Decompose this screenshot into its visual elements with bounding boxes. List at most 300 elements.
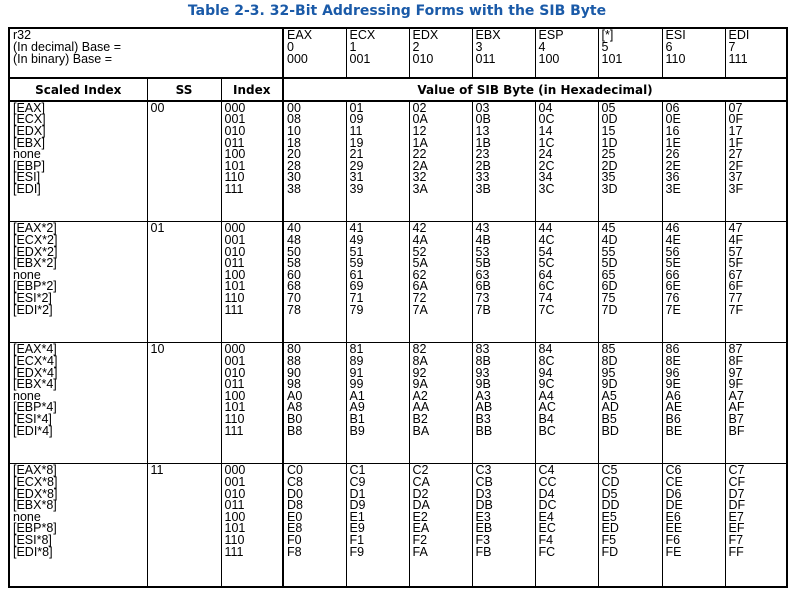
cell-value: 27 [728,147,743,162]
cell-value: CA [412,475,430,489]
cell-value: BB [475,423,493,438]
cell-value: 3A [412,181,428,196]
sib-value-cell [535,343,598,464]
cell-value: 5B [475,256,491,271]
scaled-index-cell [9,222,147,343]
cell-value: 87 [728,342,743,357]
cell-value: 22 [412,147,427,162]
cell-value: 6F [728,279,744,294]
cell-value: 38 [287,181,301,196]
cell-value: 95 [601,365,616,380]
cell-value: E9 [349,521,365,536]
cell-value: none [13,147,41,162]
cell-value: FB [475,544,492,559]
cell-value: 67 [728,267,743,282]
scaled-index-header: Scaled Index [9,78,147,101]
cell-value: 24 [538,147,553,162]
sib-value-cell [409,343,472,464]
cell-value: 35 [601,170,616,185]
cell-value: 15 [601,124,616,138]
cell-value: 13 [475,124,490,138]
cell-value: ED [601,521,619,536]
cell-value: 69 [349,279,364,294]
cell-value: A2 [412,388,428,403]
cell-value: 1E [665,135,681,150]
cell-value: 07 [728,100,743,115]
cell-value: AF [728,400,745,415]
cell-value: 0F [728,112,744,127]
cell-value: 001 [224,353,246,368]
cell-value: 61 [349,267,364,282]
cell-value: 37 [728,170,743,185]
cell-value: [EBP*8] [13,521,57,536]
cell-value: B7 [728,411,744,426]
cell-value: D1 [349,486,366,501]
cell-value: 9D [601,377,618,392]
cell-value: C8 [287,475,304,489]
cell-value: A7 [728,388,744,403]
cell-value: F0 [287,532,302,547]
cell-value: [EAX] [13,100,45,115]
cell-value: 55 [601,244,616,259]
cell-value: 9A [412,377,428,392]
cell-value: 000 [224,221,246,236]
cell-value: B1 [349,411,365,426]
cell-value: 96 [665,365,680,380]
cell-value: AC [538,400,556,415]
cell-value: E3 [475,509,491,524]
cell-value: 58 [287,256,301,271]
base-edi: EDI 7 111 [725,28,787,78]
column-header-row [9,78,787,101]
base-legend-cell [9,28,283,78]
cell-value: [EAX*8] [13,463,57,478]
cell-value: [EBP*2] [13,279,57,294]
cell-value: 83 [475,342,490,357]
cell-value: A5 [601,388,617,403]
cell-value: 25 [601,147,616,162]
cell-value: E2 [412,509,428,524]
cell-value: 59 [349,256,364,271]
cell-value: 54 [538,244,553,259]
cell-value: 21 [349,147,364,162]
cell-value: 6D [601,279,618,294]
cell-value: 4B [475,232,491,247]
cell-value: 7F [728,302,744,317]
base-eax: EAX 0 000 [283,28,346,78]
cell-value: 66 [665,267,680,282]
cell-value: 45 [601,221,616,236]
cell-value: 31 [349,170,364,185]
cell-value: E6 [665,509,681,524]
sib-value-cell [472,464,535,587]
sib-value-cell [598,101,662,222]
sib-value-cell [598,464,662,587]
cell-value: DB [475,498,493,513]
cell-value: 111 [224,302,244,317]
cell-value: 12 [412,124,427,138]
cell-value: E7 [728,509,744,524]
cell-value: F9 [349,544,365,559]
cell-value: 6B [475,279,491,294]
sib-value-cell [409,101,472,222]
cell-value: 86 [665,342,680,357]
cell-value: 2E [665,158,681,173]
cell-value: C5 [601,463,618,478]
cell-value: 3F [728,181,744,196]
cell-value: EF [728,521,745,536]
cell-value: A9 [349,400,365,415]
cell-value: 1D [601,135,618,150]
cell-value: 110 [224,532,245,547]
cell-value: 14 [538,124,553,138]
cell-value: BD [601,423,619,438]
cell-value: 04 [538,100,553,115]
cell-value: 48 [287,232,301,247]
cell-value: 0C [538,112,555,127]
cell-value: 010 [224,124,246,138]
sib-value-cell [598,222,662,343]
cell-value: BE [665,423,683,438]
cell-value: 2B [475,158,491,173]
cell-value: 76 [665,290,680,305]
cell-value: D6 [665,486,682,501]
cell-value: 0E [665,112,681,127]
cell-value: 23 [475,147,490,162]
cell-value: 110 [224,170,245,185]
cell-value: 74 [538,290,553,305]
cell-value: 60 [287,267,301,282]
cell-value: FF [728,544,744,559]
cell-value: DC [538,498,557,513]
sib-value-cell [283,222,346,343]
cell-value: 88 [287,353,301,368]
cell-value: B9 [349,423,365,438]
cell-value: 05 [601,100,616,115]
cell-value: [EDX] [13,124,46,138]
cell-value: 90 [287,365,301,380]
sib-value-cell [346,222,409,343]
cell-value: 3E [665,181,681,196]
cell-value: BC [538,423,556,438]
cell-value: 9F [728,377,744,392]
cell-value: EE [665,521,683,536]
cell-value: 000 [224,463,246,478]
cell-value: CE [665,475,683,489]
cell-value: D0 [287,486,304,501]
cell-value: E1 [349,509,365,524]
index-bits-cell [221,343,283,464]
value-header: Value of SIB Byte (in Hexadecimal) [283,78,787,101]
cell-value: 32 [412,170,427,185]
cell-value: 4C [538,232,555,247]
cell-value: 1F [728,135,744,150]
cell-value: 101 [224,400,246,415]
cell-value: 56 [665,244,680,259]
sib-value-cell [283,343,346,464]
table-title: Table 2-3. 32-Bit Addressing Forms with the SIB Byte [187,3,607,19]
cell-value: CD [601,475,620,489]
cell-value: 50 [287,244,301,259]
cell-value: 40 [287,221,301,236]
cell-value: 110 [224,290,245,305]
cell-value: 2C [538,158,555,173]
cell-value: 44 [538,221,553,236]
cell-value: B0 [287,411,303,426]
cell-value: [ESI] [13,170,41,185]
cell-value: A8 [287,400,303,415]
cell-value: [ECX*8] [13,475,58,489]
cell-value: D3 [475,486,492,501]
cell-value: 42 [412,221,427,236]
cell-value: 79 [349,302,364,317]
cell-value: BF [728,423,745,438]
cell-value: 03 [475,100,490,115]
cell-value: EB [475,521,493,536]
base-esp: ESP 4 100 [535,28,598,78]
cell-value: [EAX*4] [13,342,57,357]
sib-value-cell [346,464,409,587]
cell-value: 43 [475,221,490,236]
cell-value: AB [475,400,493,415]
cell-value: D5 [601,486,618,501]
cell-value: 17 [728,124,743,138]
cell-value: CB [475,475,493,489]
cell-value: 6E [665,279,681,294]
cell-value: 3B [475,181,491,196]
cell-value: 64 [538,267,553,282]
cell-value: [EBX*2] [13,256,57,271]
cell-value: 26 [665,147,680,162]
cell-value: 49 [349,232,364,247]
base-row [9,28,787,78]
cell-value: DE [665,498,683,513]
cell-value: 000 [224,100,246,115]
cell-value: 0D [601,112,618,127]
cell-value: 51 [349,244,364,259]
cell-value: AD [601,400,619,415]
cell-value: 52 [412,244,427,259]
cell-value: 010 [224,365,246,380]
cell-value: 4A [412,232,428,247]
cell-value: 46 [665,221,680,236]
sib-value-cell [472,343,535,464]
cell-value: 5D [601,256,618,271]
cell-value: 8C [538,353,555,368]
cell-value: C1 [349,463,366,478]
cell-value: 18 [287,135,301,150]
cell-value: 2A [412,158,428,173]
cell-value: 7B [475,302,491,317]
cell-value: 7A [412,302,428,317]
cell-value: 06 [665,100,680,115]
sib-value-cell [346,343,409,464]
cell-value: 34 [538,170,553,185]
cell-value: 92 [412,365,427,380]
cell-value: 82 [412,342,427,357]
cell-value: 08 [287,112,301,127]
base-disp: [*] 5 101 [598,28,662,78]
cell-value: EC [538,521,556,536]
cell-value: 5F [728,256,744,271]
ss-cell [147,101,221,222]
cell-value: 73 [475,290,490,305]
cell-value: 47 [728,221,743,236]
cell-value: 7E [665,302,681,317]
cell-value: 71 [349,290,364,305]
cell-value: 80 [287,342,301,357]
cell-value: DF [728,498,746,513]
cell-value: [ESI*8] [13,532,52,547]
cell-value: 81 [349,342,364,357]
cell-value: [ECX*4] [13,353,58,368]
cell-value: [ECX] [13,112,46,127]
cell-value: 2F [728,158,744,173]
cell-value: 9E [665,377,681,392]
sib-value-cell [662,101,725,222]
sib-value-cell [725,343,787,464]
cell-value: 101 [224,521,246,536]
cell-value: E8 [287,521,303,536]
cell-value: 5E [665,256,681,271]
cell-value: 89 [349,353,364,368]
cell-value: 5C [538,256,555,271]
cell-value: F4 [538,532,554,547]
sib-value-cell [662,464,725,587]
cell-value: F5 [601,532,617,547]
cell-value: EA [412,521,430,536]
sib-value-cell [535,101,598,222]
ss-value: 10 [150,342,165,357]
index-bits-cell [221,101,283,222]
index-bits-cell [221,464,283,587]
cell-value: 000 [224,342,246,357]
cell-value: 75 [601,290,616,305]
cell-value: 001 [224,232,246,247]
cell-value: 97 [728,365,743,380]
cell-value: 001 [224,475,246,489]
sib-value-cell [409,464,472,587]
cell-value: 010 [224,244,246,259]
cell-value: C3 [475,463,492,478]
cell-value: [EBP] [13,158,45,173]
cell-value: C4 [538,463,555,478]
cell-value: 101 [224,279,246,294]
cell-value: B6 [665,411,681,426]
ss-value: 00 [150,100,165,115]
cell-value: 011 [224,498,245,513]
cell-value: 39 [349,181,364,196]
cell-value: E5 [601,509,617,524]
cell-value: [EDX*4] [13,365,58,380]
cell-value: 101 [224,158,246,173]
cell-value: FA [412,544,428,559]
cell-value: 011 [224,377,245,392]
cell-value: 01 [349,100,364,115]
cell-value: F8 [287,544,302,559]
cell-value: 93 [475,365,490,380]
cell-value: 68 [287,279,301,294]
table-row [9,343,787,464]
cell-value: 8D [601,353,618,368]
cell-value: 100 [224,147,246,162]
cell-value: [EBX*4] [13,377,57,392]
cell-value: 100 [224,267,246,282]
cell-value: D8 [287,498,304,513]
cell-value: 3C [538,181,555,196]
cell-value: [EDX*2] [13,244,58,259]
cell-value: 111 [224,544,244,559]
cell-value: B5 [601,411,617,426]
cell-value: 41 [349,221,364,236]
cell-value: 30 [287,170,301,185]
cell-value: [ESI*4] [13,411,52,426]
base-ebx: EBX 3 011 [472,28,535,78]
cell-value: 7D [601,302,618,317]
cell-value: 11 [349,124,363,138]
cell-value: 00 [287,100,301,115]
cell-value: 57 [728,244,743,259]
cell-value: C7 [728,463,745,478]
cell-value: FC [538,544,556,559]
cell-value: A3 [475,388,491,403]
base-ecx: ECX 1 001 [346,28,409,78]
cell-value: AA [412,400,430,415]
cell-value: F6 [665,532,681,547]
cell-value: [EDX*8] [13,486,58,501]
table-row [9,464,787,587]
cell-value: 1B [475,135,491,150]
cell-value: 62 [412,267,427,282]
cell-value: A1 [349,388,365,403]
cell-value: F2 [412,532,428,547]
cell-value: CC [538,475,557,489]
cell-value: 2D [601,158,618,173]
cell-value: E4 [538,509,554,524]
cell-value: [EDI*8] [13,544,53,559]
cell-value: 8A [412,353,428,368]
cell-value: [EAX*2] [13,221,57,236]
cell-value: 77 [728,290,743,305]
base-edx: EDX 2 010 [409,28,472,78]
cell-value: 9C [538,377,555,392]
cell-value: [ESI*2] [13,290,52,305]
cell-value: 4D [601,232,618,247]
cell-value: C9 [349,475,366,489]
sib-value-cell [598,343,662,464]
cell-value: 6A [412,279,428,294]
cell-value: 100 [224,388,246,403]
cell-value: DD [601,498,620,513]
cell-value: A4 [538,388,554,403]
cell-value: 53 [475,244,490,259]
ss-header: SS [147,78,221,101]
cell-value: 111 [224,423,244,438]
cell-value: [EDI*2] [13,302,53,317]
cell-value: 33 [475,170,490,185]
cell-value: 65 [601,267,616,282]
cell-value: D4 [538,486,555,501]
cell-value: 09 [349,112,364,127]
cell-value: F1 [349,532,365,547]
scaled-index-cell [9,101,147,222]
cell-value: AE [665,400,683,415]
cell-value: B4 [538,411,554,426]
table-row [9,101,787,222]
cell-value: C0 [287,463,304,478]
cell-value: A6 [665,388,681,403]
cell-value: 85 [601,342,616,357]
